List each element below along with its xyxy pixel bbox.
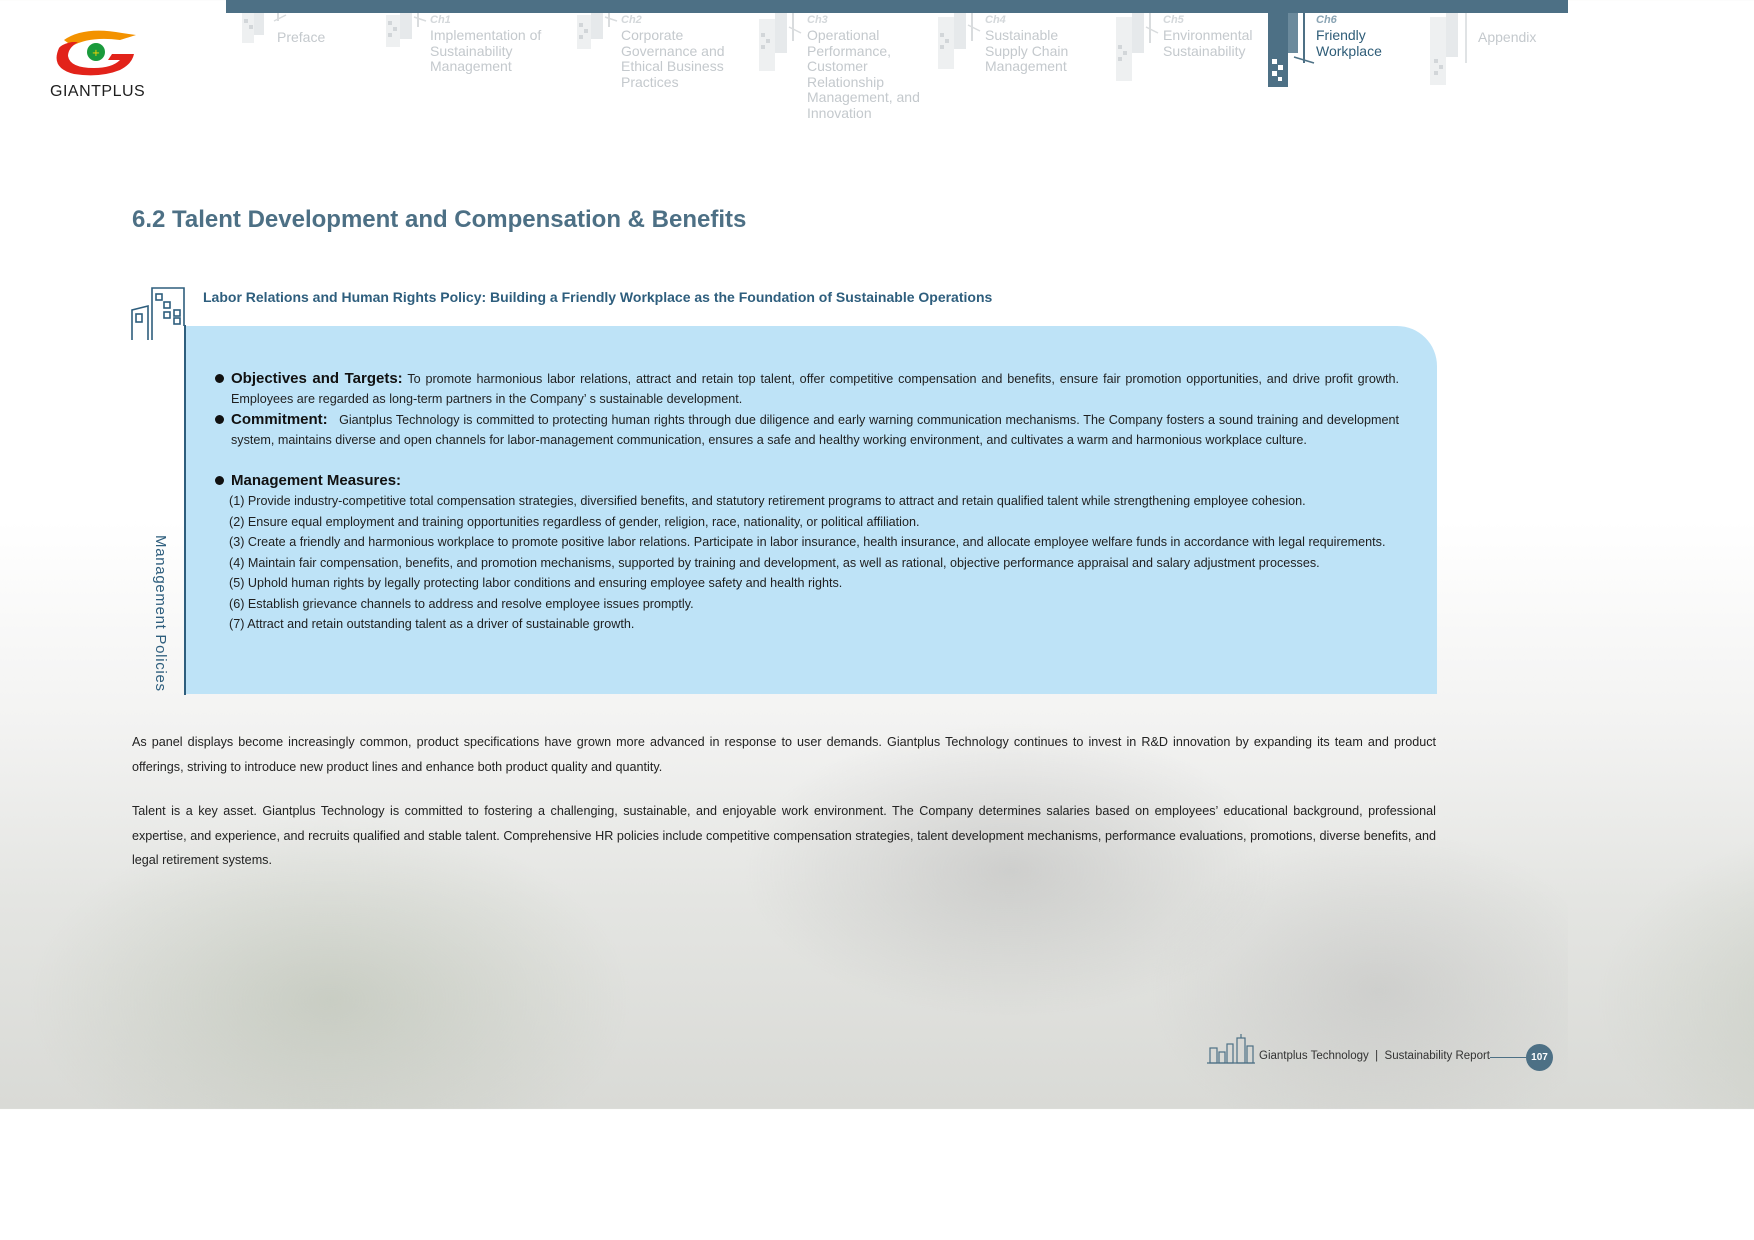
footer-report: Sustainability Report [1384, 1050, 1491, 1062]
nav-chapter-number: Ch5 [1163, 14, 1184, 26]
nav-item-appendix[interactable] [1430, 13, 1560, 133]
nav-label: Operational Performance, Customer Relationship Management, and Innovation [807, 27, 920, 121]
building-icon [130, 284, 186, 342]
measures-term: Management Measures: [231, 472, 402, 489]
list-item: (3) Create a friendly and harmonious workplace to promote positive labor relations. Participate in labor insurance, health insurance, and allocate employee welfare funds in accordance with legal requirements. [229, 535, 1386, 549]
nav-item-ch5[interactable] [1114, 13, 1274, 133]
body-paragraph: As panel displays become increasingly common, product specifications have grown more advanced in response to user demands. Giantplus Technology continues to invest in R&D innovation by expanding its team and product offerings, striving to introduce new product lines and enhance both product quality and quantity. [132, 735, 1436, 774]
nav-label: Implementation of Sustainability Management [430, 27, 542, 75]
nav-item-ch3[interactable] [757, 13, 937, 133]
nav-chapter-number: Ch2 [621, 14, 642, 26]
nav-label: Corporate Governance and Ethical Business Practices [621, 27, 725, 90]
page-number: 107 [1526, 1044, 1553, 1071]
footer-text [1259, 1050, 1490, 1062]
nav-item-ch2[interactable] [575, 13, 755, 133]
list-item: (2) Ensure equal employment and training opportunities regardless of gender, religion, race, nationality, or political affiliation. [229, 514, 920, 529]
nav-item-ch1[interactable] [384, 13, 564, 133]
body-paragraph: Talent is a key asset. Giantplus Technology is committed to fostering a challenging, sustainable, and enjoyable work environment. The Company determines salaries based on employees’ educational background, professional expertise, and experience, and recruits qualified and stable talent. Comprehensive HR policies include competitive compensation strategies, talent development mechanisms, performance evaluations, promotions, diverse benefits, and legal retirement systems. [132, 804, 1436, 867]
bullet-dot-icon [215, 476, 224, 485]
commitment-term: Commitment: [231, 411, 328, 428]
building-deco-icon [1268, 13, 1318, 88]
building-deco-icon [757, 13, 807, 83]
commitment-bullet [215, 410, 1399, 450]
list-item: (4) Maintain fair compensation, benefits, and promotion mechanisms, supported by training and development, as well as rational, objective performance appraisal and salary adjustment processes. [229, 555, 1320, 570]
section-title: 6.2 Talent Development and Compensation & Benefits [132, 206, 747, 233]
svg-text:+: + [91, 48, 101, 59]
objectives-bullet [215, 369, 1399, 409]
nav-item-preface[interactable] [240, 13, 350, 133]
list-item: (5) Uphold human rights by legally protecting labor conditions and ensuring employee safety and health rights. [229, 576, 843, 590]
company-logo[interactable] [50, 30, 146, 106]
objectives-term: Objectives and Targets: [231, 370, 403, 387]
footer-rule [1490, 1057, 1526, 1058]
logo-mark-icon [50, 30, 142, 80]
management-measures-list [229, 491, 1399, 635]
building-deco-icon [384, 13, 434, 53]
footer-separator: | [1375, 1050, 1379, 1062]
top-accent-bar [226, 0, 1568, 13]
nav-label: Environmental Sustainability [1163, 27, 1253, 59]
management-policies-label: Management Policies [152, 535, 169, 692]
city-skyline-icon [1207, 1034, 1255, 1064]
bullet-dot-icon [215, 415, 224, 424]
nav-label: Appendix [1478, 29, 1537, 45]
logo-wordmark: GIANTPLUS [50, 83, 146, 100]
objectives-text: To promote harmonious labor relations, attract and retain top talent, offer competitive compensation and benefits, ensure fair promotion opportunities, and drive profit growth. Employees are regarded as long-term partners in the Company’ s sustainable development. [231, 372, 1399, 406]
nav-label: Friendly Workplace [1316, 27, 1382, 59]
nav-chapter-number: Ch1 [430, 14, 451, 26]
nav-label: Sustainable Supply Chain Management [985, 27, 1069, 75]
footer-company: Giantplus Technology [1259, 1050, 1369, 1062]
measures-bullet [215, 471, 1399, 491]
list-item: (6) Establish grievance channels to address and resolve employee issues promptly. [229, 596, 694, 611]
bullet-dot-icon [215, 374, 224, 383]
building-deco-icon [936, 13, 986, 73]
commitment-text: Giantplus Technology is committed to protecting human rights through due diligence and early warning communication mechanisms. The Company fosters a sound training and development system, maintains diverse and open channels for labor-management communication, ensures a safe and healthy working environment, and cultivates a warm and harmonious workplace culture. [231, 413, 1399, 447]
nav-label: Preface [277, 29, 326, 45]
nav-chapter-number: Ch3 [807, 14, 828, 26]
nav-chapter-number: Ch6 [1316, 14, 1337, 26]
list-item: (1) Provide industry-competitive total compensation strategies, diversified benefits, and statutory retirement programs to attract and retain qualified talent while strengthening employee cohesion. [229, 494, 1306, 508]
building-deco-icon [1114, 13, 1164, 85]
building-deco-icon [1430, 13, 1480, 88]
building-deco-icon [575, 13, 625, 53]
nav-chapter-number: Ch4 [985, 14, 1006, 26]
list-item: (7) Attract and retain outstanding talent as a driver of sustainable growth. [229, 617, 635, 631]
nav-item-ch4[interactable] [936, 13, 1106, 133]
policy-heading: Labor Relations and Human Rights Policy: Building a Friendly Workplace as the Foundation of Sustainable Operations [203, 289, 993, 305]
nav-item-ch6-active[interactable] [1268, 13, 1418, 133]
